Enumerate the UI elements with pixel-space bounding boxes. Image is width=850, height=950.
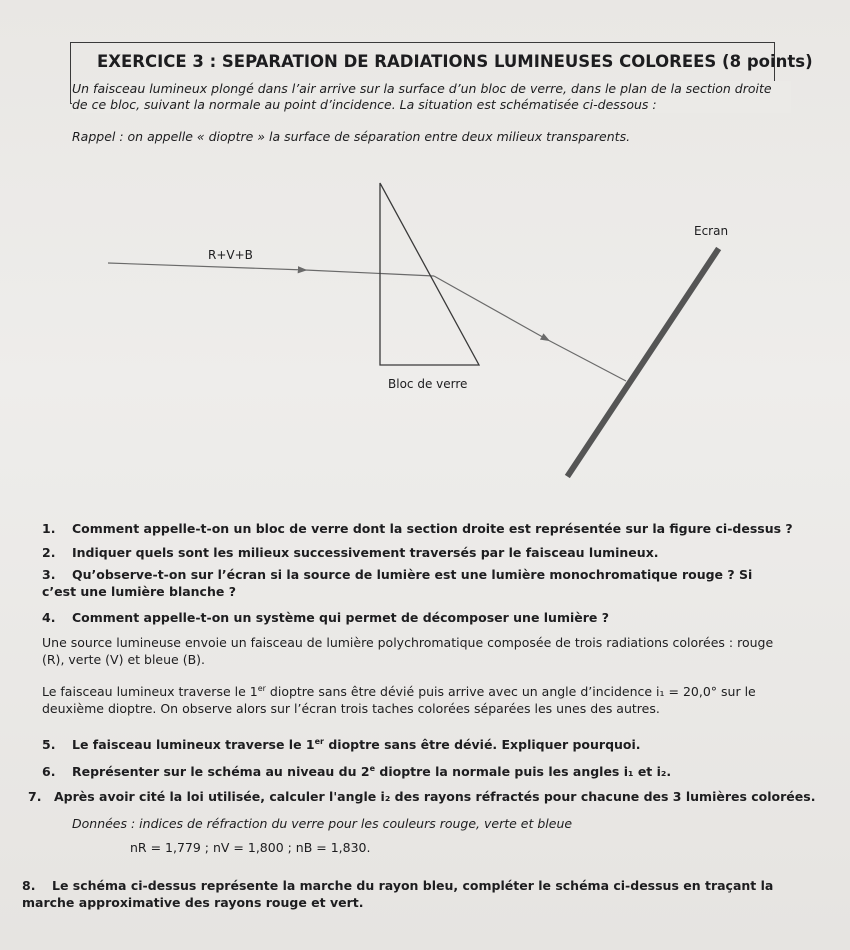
data-label: Données : indices de réfraction du verre pour les couleurs rouge, verte et bleue [72,816,573,831]
block-label: Bloc de verre [388,377,468,391]
incident-ray-continued [305,270,434,276]
question-4: 4. Comment appelle-t-on un système qui permet de décomposer une lumière ? [42,610,609,625]
question-5: 5. Le faisceau lumineux traverse le 1er dioptre sans être dévié. Expliquer pourquoi. [42,737,641,753]
question-6: 6. Représenter sur le schéma au niveau du 2e dioptre la normale puis les angles i₁ et i₂. [42,764,672,780]
paragraph-dioptre: Le faisceau lumineux traverse le 1er dioptre sans être dévié puis arrive avec un angle d’incidence i₁ = 20,0° sur le deuxième dioptre. On observe alors sur l’écran trois taches colorées séparées les unes des autres. [42,684,756,717]
question-7: 7. Après avoir cité la loi utilisée, calculer l'angle i₂ des rayons réfractés pour chacune des 3 lumières colorées. [28,789,816,804]
refraction-indices: nR = 1,779 ; nV = 1,800 ; nB = 1,830. [130,840,371,855]
incident-ray [108,263,305,270]
question-3: 3. Qu’observe-t-on sur l’écran si la source de lumière est une lumière monochromatique rouge ? Si c’est une lumière blanche ? [42,567,753,599]
paragraph-source: Une source lumineuse envoie un faisceau de lumière polychromatique composée de trois radiations colorées : rouge (R), verte (V) et bleue (B). [42,635,774,667]
question-2: 2. Indiquer quels sont les milieux successivement traversés par le faisceau lumineux. [42,545,659,560]
optics-diagram [0,150,850,490]
beam-label: R+V+B [208,248,253,262]
question-8: 8. Le schéma ci-dessus représente la marche du rayon bleu, compléter le schéma ci-dessus en traçant la marche approximative des rayons rouge et vert. [22,878,774,910]
exercise-title: EXERCICE 3 : SEPARATION DE RADIATIONS LUMINEUSES COLOREES (8 points) [97,52,813,71]
intro-text: Un faisceau lumineux plongé dans l’air arrive sur la surface d’un bloc de verre, dans le plan de la section droite de ce bloc, suivant la normale au point d’incidence. La situation est schématisée ci-dessous : [72,81,791,113]
refracted-ray-continued [548,340,626,381]
screen-label: Ecran [694,224,729,238]
refracted-ray [434,276,548,340]
rappel-text: Rappel : on appelle « dioptre » la surface de séparation entre deux milieux transparents. [72,129,631,144]
question-1: 1. Comment appelle-t-on un bloc de verre dont la section droite est représentée sur la figure ci-dessus ? [42,521,793,536]
